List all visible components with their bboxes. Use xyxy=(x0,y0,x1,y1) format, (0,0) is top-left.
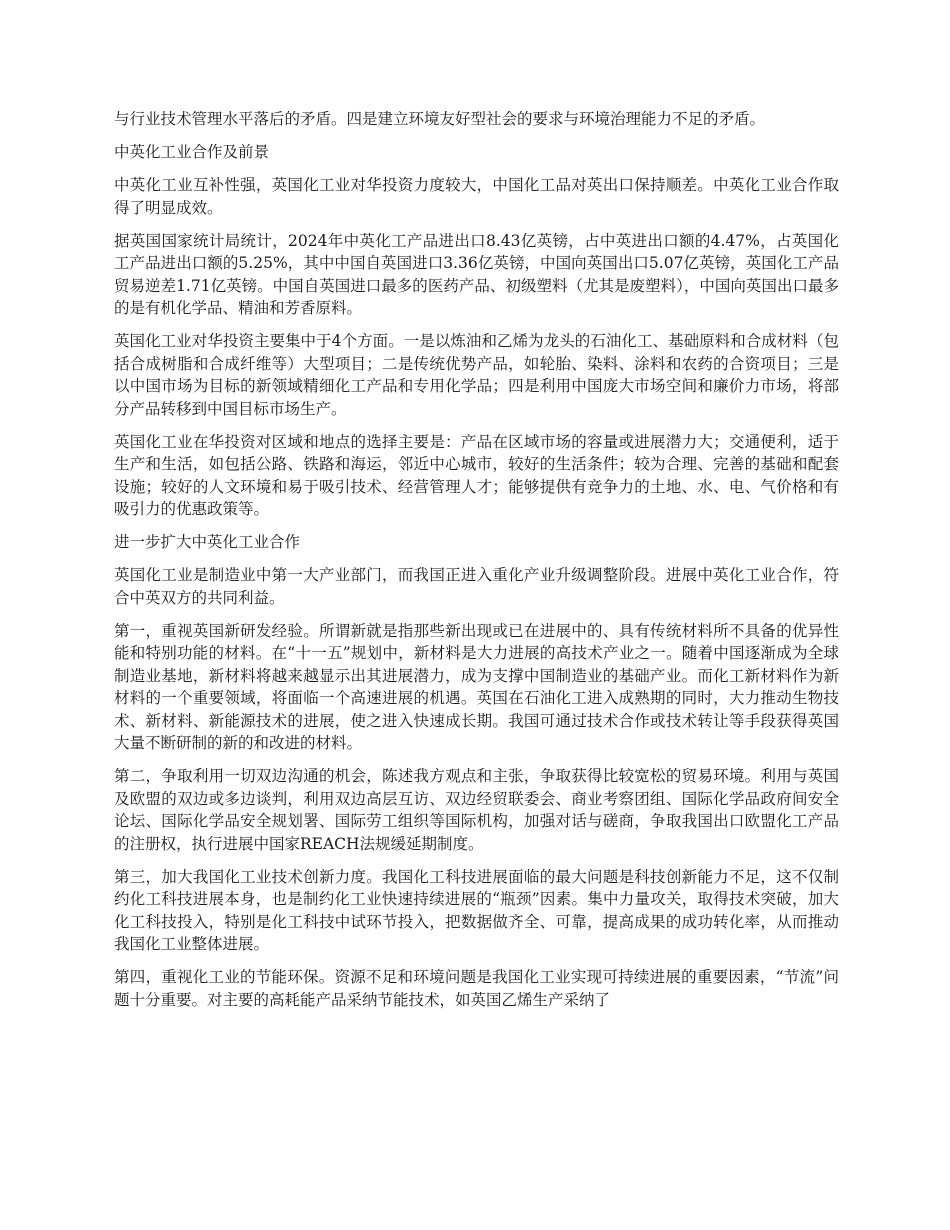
paragraph: 第一，重视英国新研发经验。所谓新就是指那些新出现或已在进展中的、具有传统材料所不具备的优异性能和特别功能的材料。在“十一五”规划中，新材料是大力进展的高技术产业之一。随着中国逐渐成为全球制造业基地，新材料将越来越显示出其进展潜力，成为支撑中国制造业的基础产业。而化工新材料作为新材料的一个重要领域，将面临一个高速进展的机遇。英国在石油化工进入成熟期的同时，大力推动生物技术、新材料、新能源技术的进展，使之进入快速成长期。我国可通过技术合作或技术转让等手段获得英国大量不断研制的新的和改进的材料。 xyxy=(114,621,839,752)
section-heading: 进一步扩大中英化工业合作 xyxy=(114,533,301,551)
paragraph: 据英国国家统计局统计，2024年中英化工产品进出口8.43亿英镑，占中英进出口额的4.47%，占英国化工产品进出口额的5.25%，其中中国自英国进口3.36亿英镑，中国向英国出口5.07亿英镑，英国化工产品贸易逆差1.71亿英镑。中国自英国进口最多的医药产品、初级塑料（尤其是废塑料），中国向英国出口最多的是有机化学品、精油和芳香原料。 xyxy=(114,231,839,317)
paragraph: 第三，加大我国化工业技术创新力度。我国化工科技进展面临的最大问题是科技创新能力不足，这不仅制约化工科技进展本身，也是制约化工业快速持续进展的“瓶颈”因素。集中力量攻关，取得技术突破，加大化工科技投入，特别是化工科技中试环节投入，把数据做齐全、可靠，提高成果的成功转化率，从而推动我国化工业整体进展。 xyxy=(114,867,839,953)
paragraph: 英国化工业在华投资对区域和地点的选择主要是：产品在区域市场的容量或进展潜力大；交通便利，适于生产和生活，如包括公路、铁路和海运，邻近中心城市，较好的生活条件；较为合理、完善的基础和配套设施；较好的人文环境和易于吸引技术、经营管理人才；能够提供有竞争力的土地、水、电、气价格和有吸引力的优惠政策等。 xyxy=(114,432,839,518)
section-heading: 中英化工业合作及前景 xyxy=(114,143,270,161)
paragraph: 第四，重视化工业的节能环保。资源不足和环境问题是我国化工业实现可持续进展的重要因素，“节流”问题十分重要。对主要的高耗能产品采纳节能技术，如英国乙烯生产采纳了 xyxy=(114,968,839,1009)
paragraph: 与行业技术管理水平落后的矛盾。四是建立环境友好型社会的要求与环境治理能力不足的矛盾。 xyxy=(114,110,766,128)
paragraph: 英国化工业是制造业中第一大产业部门，而我国正进入重化产业升级调整阶段。进展中英化工业合作，符合中英双方的共同利益。 xyxy=(114,566,839,607)
paragraph: 中英化工业互补性强，英国化工业对华投资力度较大，中国化工品对英出口保持顺差。中英化工业合作取得了明显成效。 xyxy=(114,176,839,217)
paragraph: 第二，争取利用一切双边沟通的机会，陈述我方观点和主张，争取获得比较宽松的贸易环境。利用与英国及欧盟的双边或多边谈判，利用双边高层互访、双边经贸联委会、商业考察团组、国际化学品政府间安全论坛、国际化学品安全规划署、国际劳工组织等国际机构，加强对话与磋商，争取我国出口欧盟化工产品的注册权，执行进展中国家REACH法规缓延期制度。 xyxy=(114,767,839,853)
paragraph: 英国化工业对华投资主要集中于4个方面。一是以炼油和乙烯为龙头的石油化工、基础原料和合成材料（包括合成树脂和合成纤维等）大型项目；二是传统优势产品，如轮胎、染料、涂料和农药的合资项目；三是以中国市场为目标的新领域精细化工产品和专用化学品；四是利用中国庞大市场空间和廉价力市场，将部分产品转移到中国目标市场生产。 xyxy=(114,332,839,418)
document-body xyxy=(114,108,839,1022)
